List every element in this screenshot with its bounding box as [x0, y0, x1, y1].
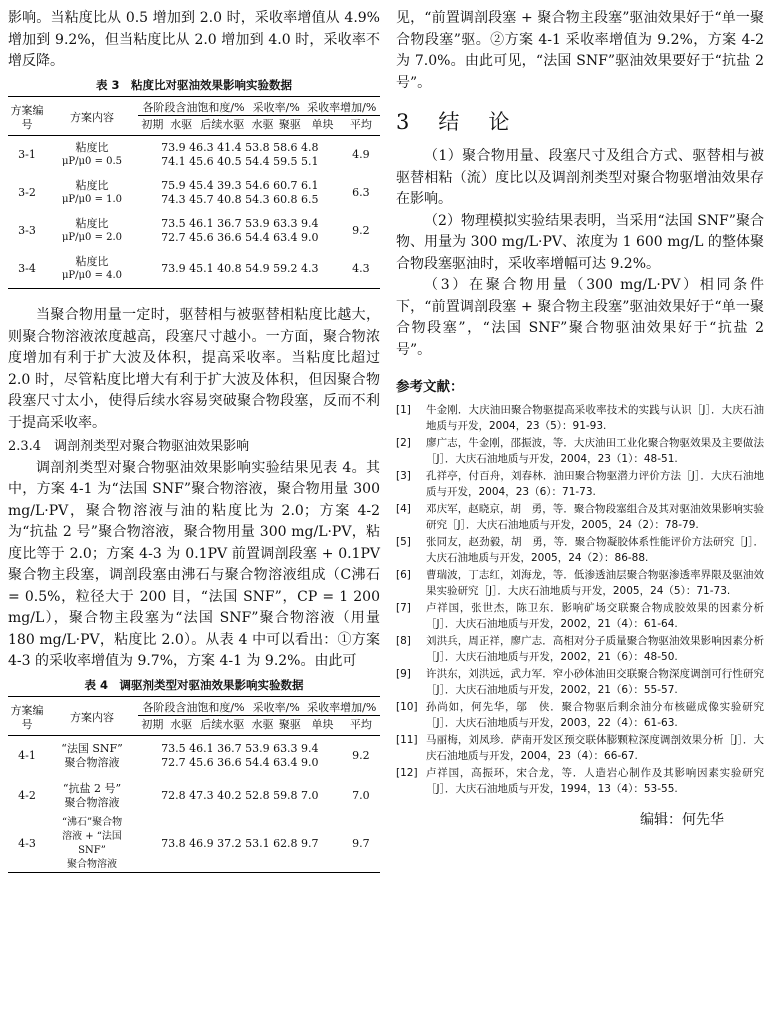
table4-sub-initial: 初期 [138, 715, 167, 736]
table4-header-recovery: 采收率/% [249, 696, 303, 715]
table3-row [8, 136, 380, 175]
table4-row-values: 72.8 47.3 40.2 52.8 59.8 7.0 [161, 789, 319, 802]
table3-row-values: 73.5 46.1 36.7 53.9 63.3 9.4 72.7 45.6 36.6 54.4 63.4 9.0 [161, 217, 319, 244]
table3-header-saturation: 各阶段含油饱和度/% [138, 96, 249, 115]
table3-row-average: 4.3 [342, 250, 380, 289]
table3-row-id: 3-2 [18, 186, 36, 199]
table3-header-scheme: 方案编号 [8, 96, 46, 136]
left-column [8, 8, 380, 873]
table4-header-increase: 采收率增加/% [303, 696, 380, 715]
table4-row-average: 9.7 [342, 816, 380, 873]
table4-row-content: “法国 SNF” 聚合物溶液 [61, 742, 123, 769]
table3-sub-polymer-rec: 聚驱 [276, 115, 303, 136]
table4-row-id: 4-2 [18, 789, 36, 802]
reference-item: [11] 马丽梅，刘凤珍．萨南开发区预交联体膨颗粒深度调剖效果分析［J］．大庆石油地质与开发，2004，23（4）：66-67. [396, 734, 764, 762]
table3-header-increase: 采收率增加/% [303, 96, 380, 115]
agent-paragraph: 调剖剂类型对聚合物驱油效果影响实验结果见表 4。其中，方案 4-1 为“法国 SNF”聚合物溶液，聚合物用量 300 mg/L·PV，聚合物溶液与油的粘度比为 2.0；方案 4-2 为“抗盐 2 号”聚合物溶液，聚合物用量 300 mg/L·PV，粘度比等于 2.0；方案 4-3 为 0.1PV 前置调剖段塞 + 0.1PV 聚合物主段塞，调剖段塞由沸石与聚合物溶液组成（C沸石 = 0.5%，粒径大于 200 目，“法国 SNF”，CP = 1 200 mg/L），聚合物主段塞为“法国 SNF”聚合物溶液（用量 180 mg/L·PV，粘度比 2.0）。从表 4 中可以看出：①方案 4-3 的采收率增值为 9.7%，方案 4-1 为 9.2%。由此可 [8, 459, 380, 669]
table3-caption: 表 3 粘度比对驱油效果影响实验数据 [95, 77, 292, 92]
table3 [8, 96, 380, 290]
top-paragraph: 影响。当粘度比从 0.5 增加到 2.0 时，采收率增值从 4.9%增加到 9.2%，但当粘度比从 2.0 增加到 4.0 时，采收率不增反降。 [8, 10, 380, 69]
table4-row-average: 7.0 [352, 789, 370, 802]
table4-sub-post-waterflood: 后续水驱 [196, 715, 249, 736]
table4-header-content: 方案内容 [46, 696, 138, 736]
table3-row-average: 9.2 [352, 224, 370, 237]
viscosity-paragraph: 当聚合物用量一定时，驱替相与被驱替相粘度比越大，则聚合物溶液浓度越高，段塞尺寸越小。一方面，聚合物浓度增加有利于扩大波及体积，提高采收率。当粘度比超过 2.0 时，尽管粘度比增大有利于扩大波及体积，但因聚合物段塞尺寸太小，使得后续水容易突破聚合物段塞，反而不利于提高采收率。 [8, 307, 380, 431]
table4-row-content: “抗盐 2 号” 聚合物溶液 [62, 782, 122, 809]
table3-header-recovery: 采收率/% [249, 96, 303, 115]
references-heading: 参考文献： [396, 379, 464, 395]
reference-item: [10] 孙尚如，何先华，邬 侠．聚合物驱后剩余油分布核磁成像实验研究［J］．大庆石油地质与开发，2003，22（4）：61-63. [396, 701, 764, 729]
right-column [396, 8, 764, 829]
table4-sub-waterflood-rec: 水驱 [249, 715, 276, 736]
table3-sub-average: 平均 [342, 115, 380, 136]
reference-item: [7] 卢祥国，张世杰，陈卫东．影响矿场交联聚合物成胶效果的因素分析［J］．大庆石油地质与开发，2002，21（4）：61-64. [396, 602, 764, 630]
conclusion-item: （3）在聚合物用量（300 mg/L·PV）相同条件下，“前置调剖段塞 + 聚合物主段塞”驱油效果好于“单一聚合物段塞”，“法国 SNF”聚合物驱油效果好于“抗盐 2 号”。 [396, 277, 764, 358]
table3-row-content: 粘度比 μP/μ0 = 0.5 [61, 141, 123, 167]
reference-item: [9] 许洪东，刘洪远，武力军．窄小砂体油田交联聚合物深度调剖可行性研究［J］．大庆石油地质与开发，2002，21（6）：55-57. [396, 668, 764, 696]
table4-row-values: 73.8 46.9 37.2 53.1 62.8 9.7 [138, 816, 342, 873]
table3-row [8, 212, 380, 250]
reference-item: [3] 孔祥亭，付百舟，刘春林．油田聚合物驱潜力评价方法［J］．大庆石油地质与开发，2004，23（6）：71-73. [396, 470, 764, 498]
reference-item: [4] 邓庆军，赵晓京，胡 勇，等．聚合物段塞组合及其对驱油效果影响实验研究［J］．大庆石油地质与开发，2005，24（2）：78-79. [396, 503, 764, 531]
table4-row-id: 4-1 [18, 749, 36, 762]
table3-header-content: 方案内容 [46, 96, 138, 136]
table3-row-content: 粘度比 μP/μ0 = 2.0 [61, 217, 123, 243]
table4-row [8, 816, 380, 873]
table3-sub-post-waterflood: 后续水驱 [196, 115, 249, 136]
reference-item: [5] 张同友，赵劲毅，胡 勇，等．聚合物凝胶体系性能评价方法研究［J］．大庆石油地质与开发，2005，24（2）：86-88. [396, 536, 764, 564]
references-list [396, 403, 764, 797]
reference-item: [8] 刘洪兵，周正祥，廖广志．高相对分子质量聚合物驱油效果影响因素分析［J］．大庆石油地质与开发，2002，21（6）：48-50. [396, 635, 764, 663]
table4-row [8, 736, 380, 777]
table4-sub-average: 平均 [342, 715, 380, 736]
conclusion-item: （1）聚合物用量、段塞尺寸及组合方式、驱替相与被驱替相粘（流）度比以及调剖剂类型对聚合物驱增油效果存在影响。 [396, 148, 764, 207]
table3-row-id: 3-3 [18, 224, 36, 237]
table3-sub-initial: 初期 [138, 115, 167, 136]
reference-item: [6] 曹瑞波，丁志红，刘海龙，等．低渗透油层聚合物驱渗透率界限及驱油效果实验研究［J］．大庆石油地质与开发，2005，24（5）：71-73. [396, 569, 764, 597]
table4-row-average: 9.2 [352, 749, 370, 762]
table3-row-average: 6.3 [352, 186, 370, 199]
continued-paragraph: 见，“前置调剖段塞 + 聚合物主段塞”驱油效果好于“单一聚合物段塞”驱。②方案 4-1 采收率增值为 9.2%，方案 4-2 为 7.0%。由此可见，“法国 SNF”驱油效果要好于“抗盐 2 号”。 [396, 10, 764, 91]
table4-sub-single: 单块 [303, 715, 341, 736]
table4-row-values: 73.5 46.1 36.7 53.9 63.3 9.4 72.7 45.6 36.6 54.4 63.4 9.0 [161, 742, 319, 769]
reference-item: [12] 卢祥国，高振环，宋合龙，等．人造岩心制作及其影响因素实验研究［J］．大庆石油地质与开发，1994，13（4）：53-55. [396, 767, 764, 795]
table3-row-content: 粘度比 μP/μ0 = 4.0 [46, 250, 138, 289]
table4-row-content: “沸石”聚合物 溶液 + “法国 SNF” 聚合物溶液 [46, 816, 138, 873]
table3-sub-single: 单块 [303, 115, 341, 136]
table3-row-values: 73.9 46.3 41.4 53.8 58.6 4.8 74.1 45.6 40.5 54.4 59.5 5.1 [161, 141, 319, 168]
table3-row-average: 4.9 [352, 148, 370, 161]
table4-row [8, 776, 380, 816]
table4-header-scheme: 方案编号 [8, 696, 46, 736]
reference-item: [2] 廖广志，牛金刚，邵振波，等．大庆油田工业化聚合物驱效果及主要做法［J］．大庆石油地质与开发，2004，23（1）：48-51. [396, 437, 764, 465]
table4-caption: 表 4 调驱剂类型对驱油效果影响实验数据 [84, 677, 304, 692]
table3-row-id: 3-1 [18, 148, 36, 161]
table3-row-id: 3-4 [8, 250, 46, 289]
table3-row-values: 75.9 45.4 39.3 54.6 60.7 6.1 74.3 45.7 40.8 54.3 60.8 6.5 [161, 179, 319, 206]
conclusion-item: （2）物理模拟实验结果表明，当采用“法国 SNF”聚合物、用量为 300 mg/L·PV、浓度为 1 600 mg/L 的整体聚合物段塞驱油时，采收率增幅可达 9.2%。 [396, 212, 764, 272]
table3-sub-waterflood: 水驱 [167, 115, 196, 136]
table4 [8, 696, 380, 874]
table3-row-values: 73.9 45.1 40.8 54.9 59.2 4.3 [138, 250, 342, 289]
editor-credit: 编辑：何先华 [640, 812, 724, 828]
table3-row-content: 粘度比 μP/μ0 = 1.0 [61, 179, 123, 205]
table4-sub-waterflood: 水驱 [167, 715, 196, 736]
table4-row-id: 4-3 [8, 816, 46, 873]
table3-row [8, 250, 380, 289]
table4-sub-polymer-rec: 聚驱 [276, 715, 303, 736]
conclusion-heading: 3 结 论 [396, 110, 514, 134]
table3-row [8, 174, 380, 212]
table4-header-saturation: 各阶段含油饱和度/% [138, 696, 249, 715]
subsection-title: 2.3.4 调剖剂类型对聚合物驱油效果影响 [8, 439, 250, 454]
reference-item: [1] 牛金刚．大庆油田聚合物驱提高采收率技术的实践与认识［J］．大庆石油地质与开发，2004，23（5）：91-93. [396, 404, 764, 432]
table3-sub-waterflood-rec: 水驱 [249, 115, 276, 136]
